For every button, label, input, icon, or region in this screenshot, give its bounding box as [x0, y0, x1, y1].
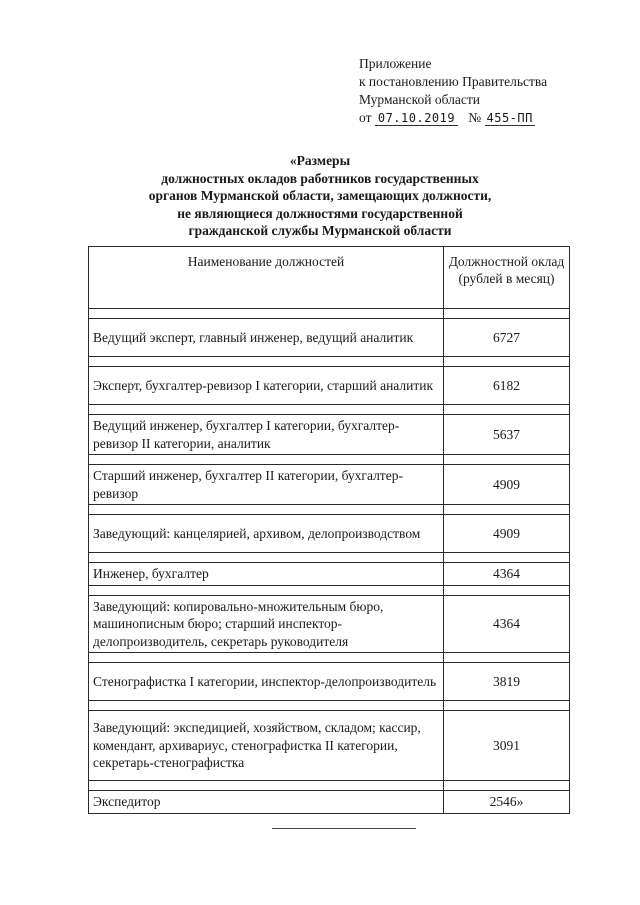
salary-value-cell: 5637: [443, 415, 569, 455]
table-body: [89, 309, 570, 814]
row-spacer: [89, 653, 570, 663]
salary-value-cell: 2546»: [443, 791, 569, 814]
position-name-cell: Заведующий: копировально-множительным бюро, машинописным бюро; старший инспектор-делопроизводитель, секретарь руководителя: [89, 595, 444, 653]
salary-value-cell: 3091: [443, 711, 569, 781]
row-spacer: [89, 701, 570, 711]
row-spacer: [89, 505, 570, 515]
spacer-cell: [443, 357, 569, 367]
title-line: гражданской службы Мурманской области: [188, 223, 452, 238]
position-name-cell: Стенографистка I категории, инспектор-делопроизводитель: [89, 663, 444, 701]
position-name-cell: Заведующий: экспедицией, хозяйством, складом; кассир, комендант, архивариус, стенографистка II категории, секретарь-стенографистка: [89, 711, 444, 781]
salary-value-cell: 4909: [443, 515, 569, 553]
spacer-cell: [89, 357, 444, 367]
salary-value-cell: 6182: [443, 367, 569, 405]
spacer-cell: [443, 701, 569, 711]
appendix-label: Приложение: [359, 56, 432, 71]
title-line: должностных окладов работников государственных: [161, 170, 479, 186]
spacer-cell: [89, 309, 444, 319]
resolution-date: 07.10.2019: [375, 111, 458, 126]
spacer-cell: [443, 505, 569, 515]
title-line: органов Мурманской области, замещающих должности,: [148, 188, 492, 203]
salary-value-cell: 6727: [443, 319, 569, 357]
spacer-cell: [443, 585, 569, 595]
spacer-cell: [89, 585, 444, 595]
position-name-cell: Ведущий инженер, бухгалтер I категории, бухгалтер-ревизор II категории, аналитик: [89, 415, 444, 455]
spacer-cell: [443, 553, 569, 563]
spacer-cell: [443, 455, 569, 465]
salary-value-cell: 3819: [443, 663, 569, 701]
table-row: [89, 367, 570, 405]
row-spacer: [89, 781, 570, 791]
table-row: [89, 663, 570, 701]
row-spacer: [89, 309, 570, 319]
row-spacer: [89, 455, 570, 465]
header-position-name: Наименование должностей: [89, 247, 444, 309]
salary-value-cell: 4909: [443, 465, 569, 505]
table-header-row: [89, 247, 570, 309]
position-name-cell: Заведующий: канцелярией, архивом, делопроизводством: [89, 515, 444, 553]
spacer-cell: [89, 701, 444, 711]
spacer-cell: [443, 309, 569, 319]
table-row: [89, 319, 570, 357]
spacer-cell: [89, 455, 444, 465]
table-row: [89, 791, 570, 814]
position-name-cell: Эксперт, бухгалтер-ревизор I категории, старший аналитик: [89, 367, 444, 405]
title-line: «Размеры: [289, 153, 351, 168]
table-row: [89, 563, 570, 586]
date-prefix: от: [359, 110, 372, 125]
spacer-cell: [89, 505, 444, 515]
appendix-region: Мурманской области: [359, 92, 480, 107]
spacer-cell: [89, 781, 444, 791]
title-line: не являющиеся должностями государственной: [177, 205, 463, 221]
document-title: [100, 152, 540, 240]
salary-value-cell: 4364: [443, 563, 569, 586]
table-row: [89, 465, 570, 505]
table-row: [89, 711, 570, 781]
row-spacer: [89, 553, 570, 563]
appendix-block: [359, 55, 629, 127]
salary-value-cell: 4364: [443, 595, 569, 653]
position-name-cell: Ведущий эксперт, главный инженер, ведущий аналитик: [89, 319, 444, 357]
spacer-cell: [443, 405, 569, 415]
position-name-cell: Инженер, бухгалтер: [89, 563, 444, 586]
number-sign: №: [468, 110, 482, 125]
appendix-date-number: [359, 109, 629, 127]
row-spacer: [89, 357, 570, 367]
spacer-cell: [443, 653, 569, 663]
table-row: [89, 415, 570, 455]
closing-line: [272, 828, 416, 829]
spacer-cell: [89, 553, 444, 563]
spacer-cell: [443, 781, 569, 791]
table-row: [89, 515, 570, 553]
salary-table: [88, 246, 570, 814]
table-row: [89, 595, 570, 653]
resolution-number: 455-ПП: [486, 111, 533, 125]
spacer-cell: [89, 405, 444, 415]
appendix-resolution-ref: к постановлению Правительства: [359, 74, 548, 89]
position-name-cell: Экспедитор: [89, 791, 444, 814]
spacer-cell: [89, 653, 444, 663]
row-spacer: [89, 405, 570, 415]
position-name-cell: Старший инженер, бухгалтер II категории, бухгалтер-ревизор: [89, 465, 444, 505]
row-spacer: [89, 585, 570, 595]
header-salary: Должностной оклад (рублей в месяц): [443, 247, 569, 309]
